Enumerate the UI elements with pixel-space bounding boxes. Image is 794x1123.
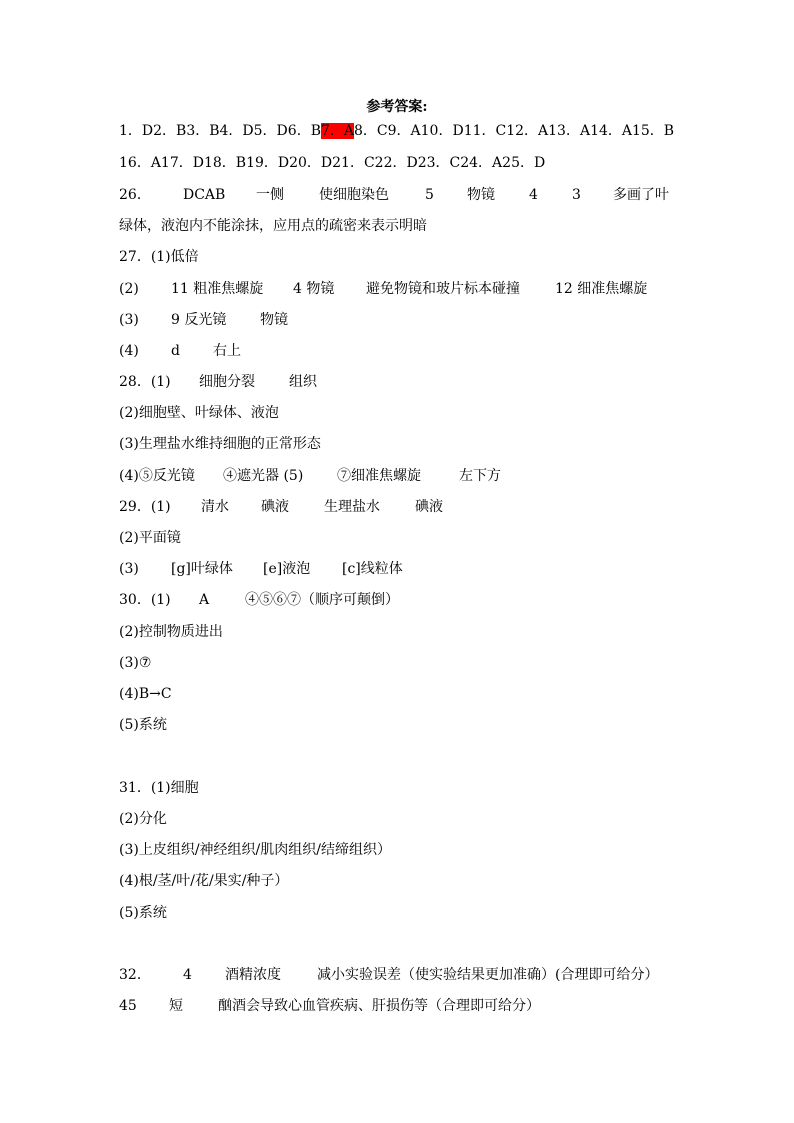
answer-text: 使细胞染色 — [319, 187, 389, 203]
sub-number: (4) — [119, 343, 139, 359]
answer-text: 生理盐水 — [324, 499, 380, 515]
answer-line-31-2: (2)分化 — [119, 811, 167, 827]
answer-line-30-4: (4)B→C — [119, 686, 172, 702]
answer-line-32-1 — [119, 964, 679, 986]
answer-line-30-3: (3)⑦ — [119, 655, 152, 671]
answer-line-28-2: (2)细胞壁、叶绿体、液泡 — [119, 405, 279, 421]
answer-text: 一侧 — [256, 187, 284, 203]
answer-line-26-cont: 绿体，液泡内不能涂抹，应用点的疏密来表示明暗 — [119, 218, 427, 234]
answer-text: DCAB — [183, 187, 226, 203]
answer-line-27-4 — [119, 340, 419, 362]
answer-text: 右上 — [213, 343, 241, 359]
answer-text: 11 粗准焦螺旋 — [171, 281, 264, 297]
answer-text: 细胞分裂 — [199, 374, 255, 390]
answer-text: ④⑤⑥⑦（顺序可颠倒） — [245, 592, 399, 608]
answer-text: 4 — [529, 187, 538, 203]
answer-text: 9 反光镜 — [171, 312, 227, 328]
answer-line-28-1 — [119, 371, 419, 393]
answer-text: 避免物镜和玻片标本碰撞 — [366, 281, 520, 297]
answer-text: ⑦细准焦螺旋 — [337, 468, 421, 484]
answer-text: 短 — [169, 998, 183, 1014]
answer-text: d — [171, 343, 180, 359]
answer-text: 45 — [119, 998, 137, 1014]
answer-line-29-3 — [119, 558, 439, 580]
answer-text: 酗酒会导致心血管疾病、肝损伤等（合理即可给分） — [218, 998, 540, 1014]
question-number: 32． — [119, 967, 151, 983]
answer-text: 减小实验误差（使实验结果更加准确）(合理即可给分） — [317, 967, 659, 983]
answer-line-26 — [119, 184, 679, 206]
sub-number: (2) — [119, 281, 139, 297]
answer-line-1 — [119, 120, 674, 142]
sub-number: (3) — [119, 561, 139, 577]
answer-text: 12 细准焦螺旋 — [555, 281, 648, 297]
answer-text: 清水 — [201, 499, 229, 515]
answer-line-29-1 — [119, 496, 479, 518]
answer-text: A — [199, 592, 210, 608]
answer-line-30-1 — [119, 589, 439, 611]
answer-line-28-4 — [119, 465, 559, 487]
highlighted-answer-7: 7．A — [320, 123, 355, 139]
answer-line-30-5: (5)系统 — [119, 717, 167, 733]
answer-text: ④遮光器 (5) — [223, 468, 304, 484]
answer-line-29-2: (2)平面镜 — [119, 530, 181, 546]
answer-text: 4 物镜 — [293, 281, 335, 297]
answer-text: [c]线粒体 — [342, 561, 403, 577]
answer-line-27-2 — [119, 278, 679, 300]
answer-text: (4)⑤反光镜 — [119, 468, 195, 484]
answer-line-31-5: (5)系统 — [119, 905, 167, 921]
answer-text: 酒精浓度 — [225, 967, 281, 983]
question-number: 26． — [119, 187, 151, 203]
answer-text: [g]叶绿体 — [171, 561, 233, 577]
answer-text: 组织 — [289, 374, 317, 390]
page-title: 参考答案: — [366, 99, 428, 115]
answer-line-30-2: (2)控制物质进出 — [119, 624, 223, 640]
answers-1-6: 1．D2．B3．B4．D5．D6．B — [119, 123, 321, 139]
answer-text: 多画了叶 — [613, 187, 669, 203]
answer-text: [e]液泡 — [263, 561, 311, 577]
sub-number: (3) — [119, 312, 139, 328]
answer-line-31-4: (4)根/茎/叶/花/果实/种子） — [119, 873, 289, 889]
answer-text: 物镜 — [467, 187, 495, 203]
answer-line-31-3: (3)上皮组织/神经组织/肌肉组织/结缔组织） — [119, 842, 391, 858]
answer-text: 5 — [425, 187, 434, 203]
sub-number: 30．(1) — [119, 592, 171, 608]
answers-8-15: 8．C9．A10．D11．C12．A13．A14．A15．B — [354, 123, 675, 139]
answer-text: 碘液 — [415, 499, 443, 515]
answer-text: 左下方 — [459, 468, 501, 484]
answer-line-27-1: 27．(1)低倍 — [119, 249, 199, 265]
sub-number: 28．(1) — [119, 374, 171, 390]
answer-text: 3 — [572, 187, 581, 203]
answer-line-32-2 — [119, 995, 599, 1017]
answer-text: 碘液 — [261, 499, 289, 515]
answer-line-27-3 — [119, 309, 419, 331]
answer-text: 物镜 — [260, 312, 288, 328]
answer-line-31-1: 31．(1)细胞 — [119, 780, 199, 796]
answer-text: 4 — [183, 967, 192, 983]
answer-line-2: 16．A17．D18．B19．D20．D21．C22．D23．C24．A25．D — [119, 155, 546, 171]
sub-number: 29．(1) — [119, 499, 171, 515]
answer-line-28-3: (3)生理盐水维持细胞的正常形态 — [119, 436, 321, 452]
